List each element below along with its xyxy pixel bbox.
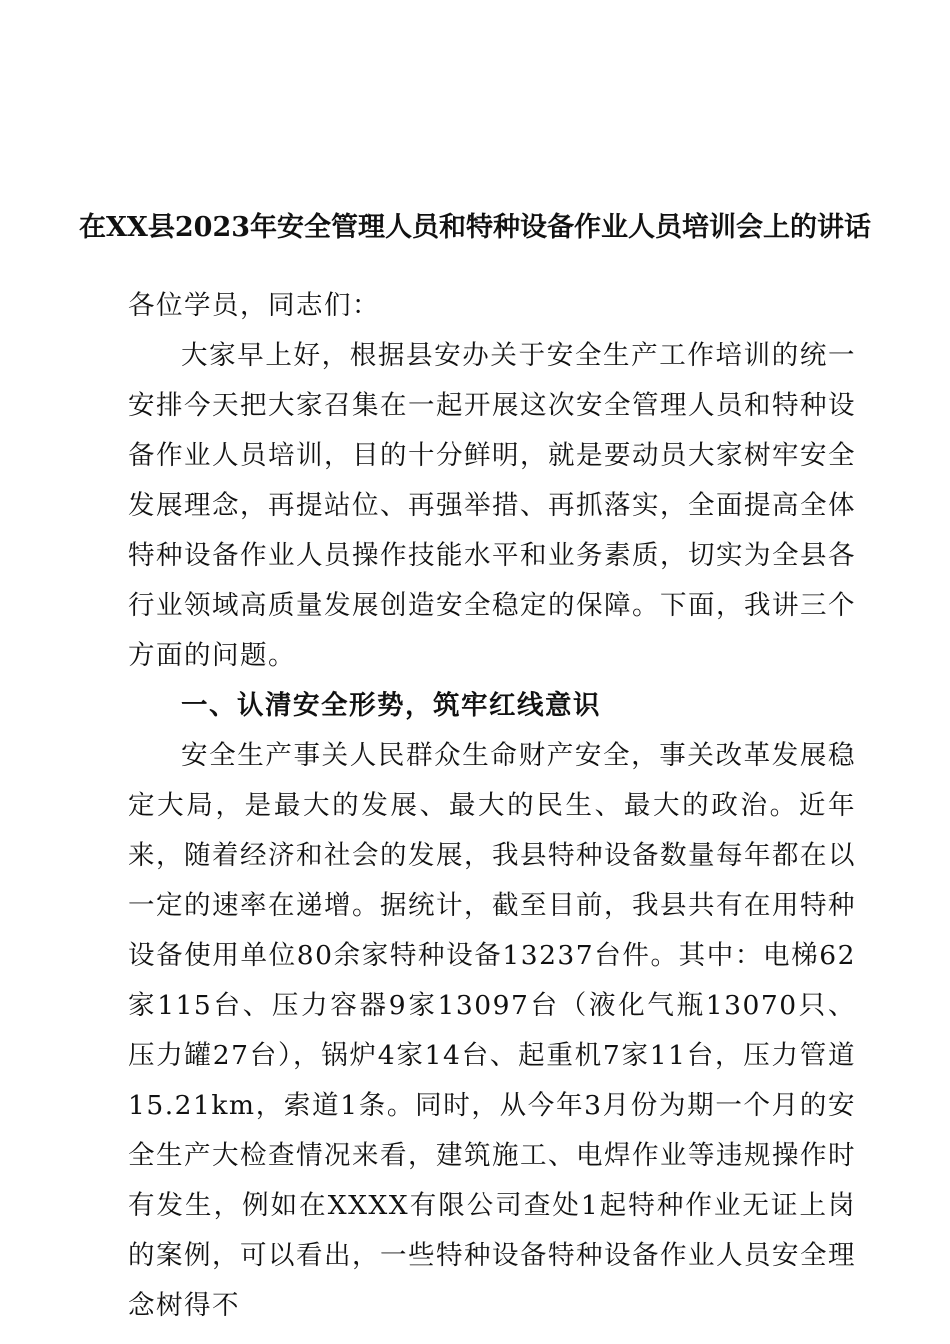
opening-paragraph: 大家早上好，根据县安办关于安全生产工作培训的统一安排今天把大家召集在一起开展这次安全管理人员和特种设备作业人员培训，目的十分鲜明，就是要动员大家树牢安全发展理念，再提站位、再强举措、再抓落实，全面提高全体特种设备作业人员操作技能水平和业务素质，切实为全县各行业领域高质量发展创造安全稳定的保障。下面，我讲三个方面的问题。 xyxy=(128,340,856,671)
section-heading-1: 一、认清安全形势，筑牢红线意识 xyxy=(181,690,601,721)
section-1-paragraph: 安全生产事关人民群众生命财产安全，事关改革发展稳定大局，是最大的发展、最大的民生、最大的政治。近年来，随着经济和社会的发展，我县特种设备数量每年都在以一定的速率在递增。据统计，截至目前，我县共有在用特种设备使用单位80余家特种设备13237台件。其中：电梯62家115台、压力容器9家13097台（液化气瓶13070只、压力罐27台），锅炉4家14台、起重机7家11台，压力管道15.21km，索道1条。同时，从今年3月份为期一个月的安全生产大检查情况来看，建筑施工、电焊作业等违规操作时有发生，例如在XXXX有限公司查处1起特种作业无证上岗的案例，可以看出，一些特种设备特种设备作业人员安全理念树得不 xyxy=(128,740,856,1321)
salutation: 各位学员，同志们： xyxy=(128,290,380,321)
document-title: 在XX县2023年安全管理人员和特种设备作业人员培训会上的讲话 xyxy=(78,212,872,243)
document-body xyxy=(128,281,856,1331)
